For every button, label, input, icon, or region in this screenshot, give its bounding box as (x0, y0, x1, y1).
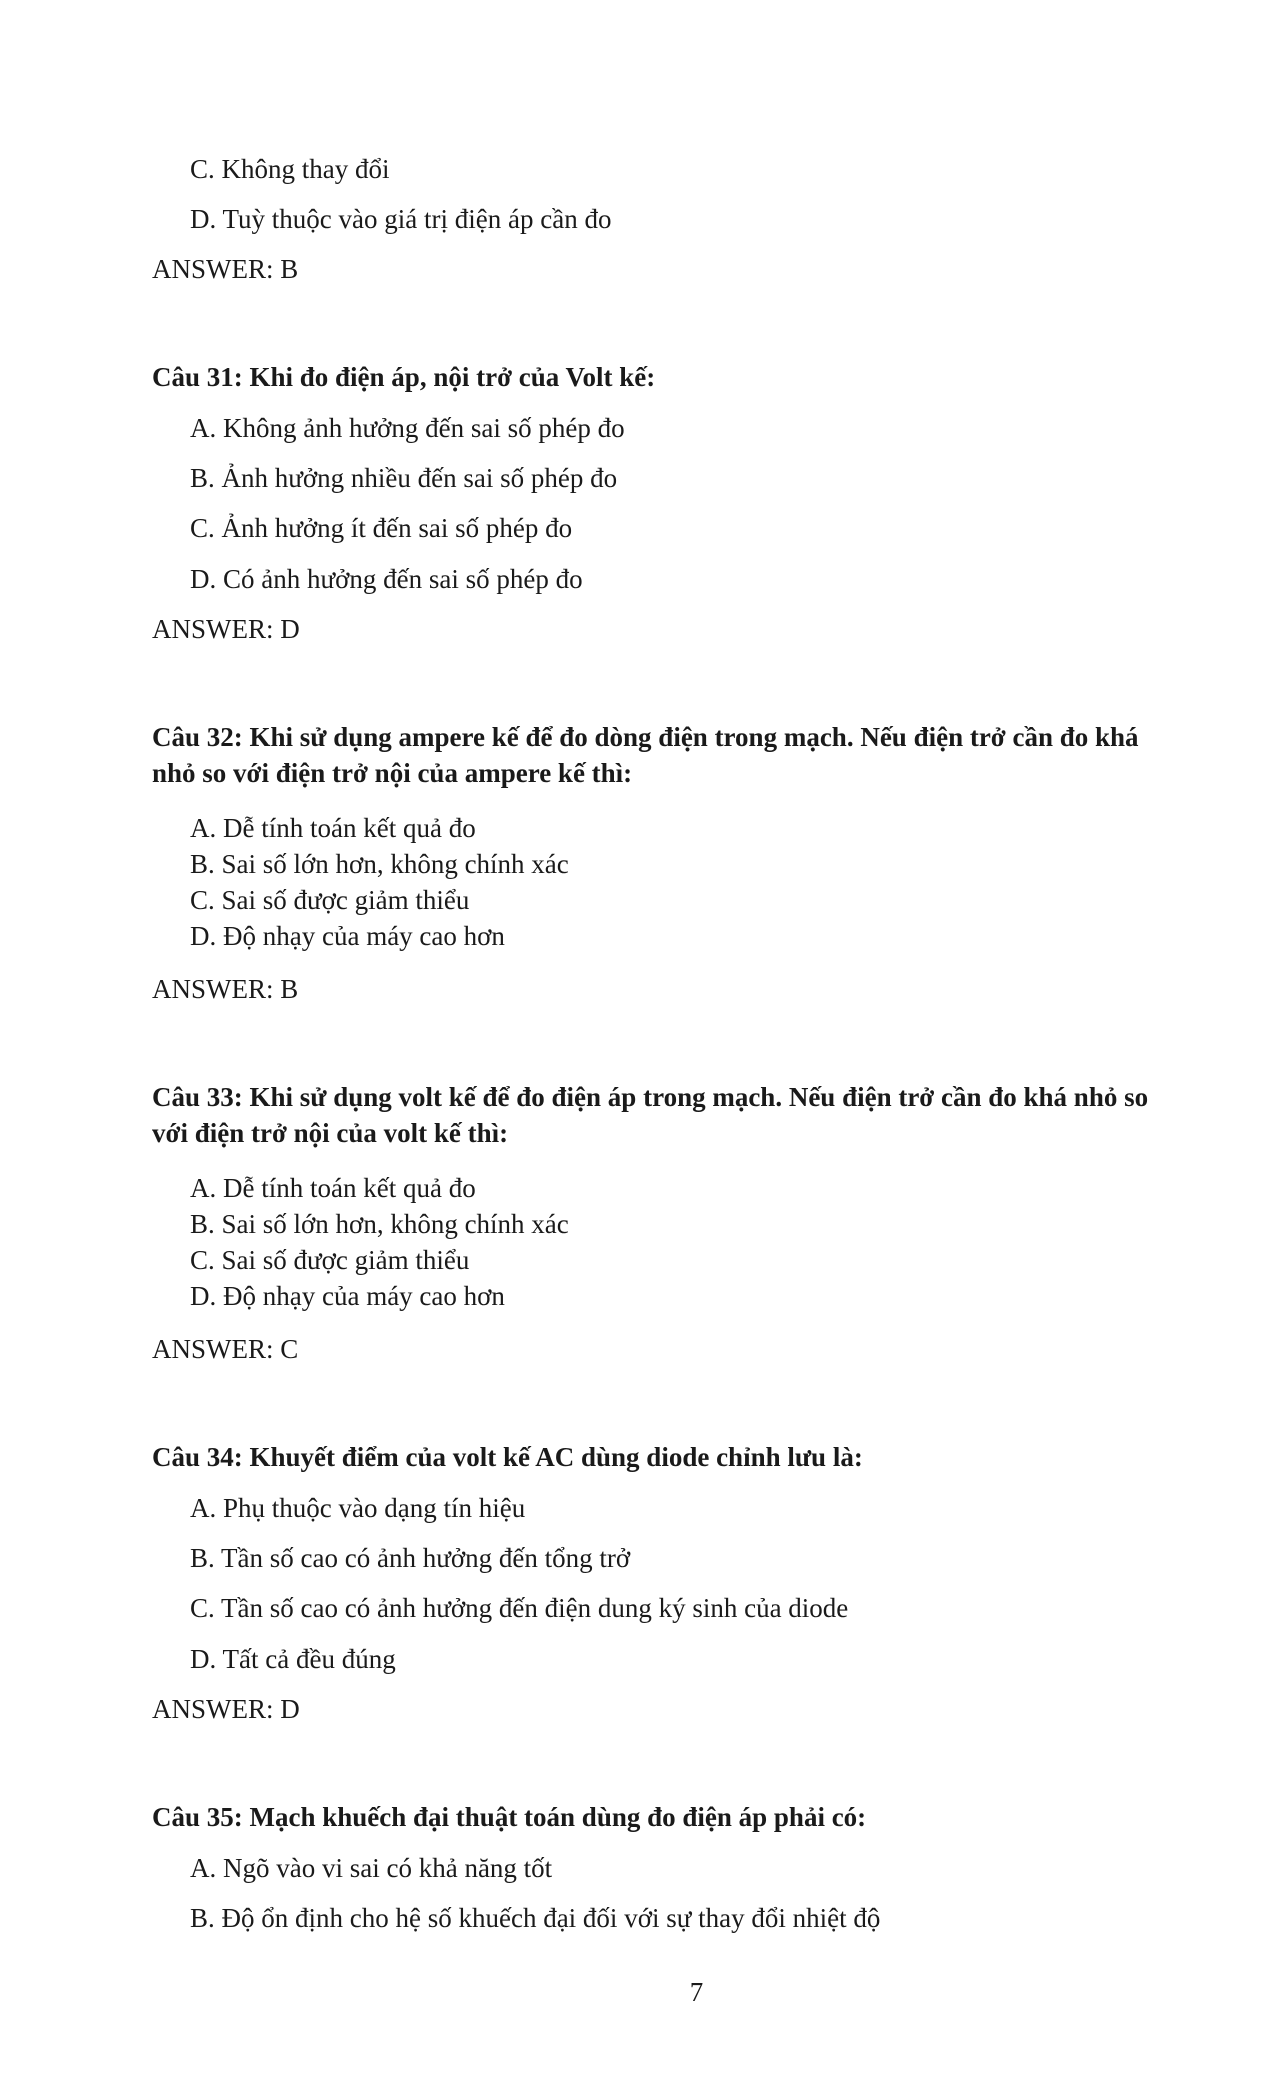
question-32-option-c: C. Sai số được giảm thiểu (190, 885, 470, 915)
question-33-option-b: B. Sai số lớn hơn, không chính xác (190, 1209, 569, 1239)
question-33-option-a: A. Dễ tính toán kết quả đo (190, 1173, 476, 1203)
question-34-option-d: D. Tất cả đều đúng (190, 1644, 396, 1674)
question-31-option-b: B. Ảnh hưởng nhiều đến sai số phép đo (190, 463, 618, 493)
question-33-title-line-2: với điện trở nội của volt kế thì: (152, 1118, 509, 1148)
question-32-option-a: A. Dễ tính toán kết quả đo (190, 813, 476, 843)
question-31-option-d: D. Có ảnh hưởng đến sai số phép đo (190, 564, 583, 594)
question-33-option-d: D. Độ nhạy của máy cao hơn (190, 1281, 505, 1311)
question-33-title-line-1: Câu 33: Khi sử dụng volt kế để đo điện áp trong mạch. Nếu điện trở cần đo khá nhỏ so (152, 1082, 1149, 1112)
question-31-option-a: A. Không ảnh hưởng đến sai số phép đo (190, 413, 625, 443)
question-32-title-line-1: Câu 32: Khi sử dụng ampere kế để đo dòng điện trong mạch. Nếu điện trở cần đo khá (152, 722, 1139, 752)
question-31-answer: ANSWER: D (152, 614, 300, 644)
question-35-option-b: B. Độ ổn định cho hệ số khuếch đại đối với sự thay đổi nhiệt độ (190, 1903, 881, 1933)
question-31-title: Câu 31: Khi đo điện áp, nội trở của Volt kế: (152, 362, 656, 392)
question-34-title: Câu 34: Khuyết điểm của volt kế AC dùng diode chỉnh lưu là: (152, 1442, 863, 1472)
question-34-option-c: C. Tần số cao có ảnh hưởng đến điện dung ký sinh của diode (190, 1593, 849, 1623)
page-number: 7 (689, 1977, 704, 2007)
question-31-option-c: C. Ảnh hưởng ít đến sai số phép đo (190, 513, 573, 543)
prev-option-c: C. Không thay đổi (190, 154, 390, 184)
question-35-option-a: A. Ngõ vào vi sai có khả năng tốt (190, 1853, 553, 1883)
question-33-option-c: C. Sai số được giảm thiểu (190, 1245, 470, 1275)
question-32-answer: ANSWER: B (152, 974, 299, 1004)
question-32-option-b: B. Sai số lớn hơn, không chính xác (190, 849, 569, 879)
question-34-option-a: A. Phụ thuộc vào dạng tín hiệu (190, 1493, 526, 1523)
question-33-answer: ANSWER: C (152, 1334, 299, 1364)
question-32-option-d: D. Độ nhạy của máy cao hơn (190, 921, 505, 951)
question-35-title: Câu 35: Mạch khuếch đại thuật toán dùng đo điện áp phải có: (152, 1802, 867, 1832)
question-32-title-line-2: nhỏ so với điện trở nội của ampere kế thì: (152, 758, 633, 788)
question-34-option-b: B. Tần số cao có ảnh hưởng đến tổng trở (190, 1543, 631, 1573)
prev-answer: ANSWER: B (152, 254, 299, 284)
prev-option-d: D. Tuỳ thuộc vào giá trị điện áp cần đo (190, 204, 612, 234)
question-34-answer: ANSWER: D (152, 1694, 300, 1724)
